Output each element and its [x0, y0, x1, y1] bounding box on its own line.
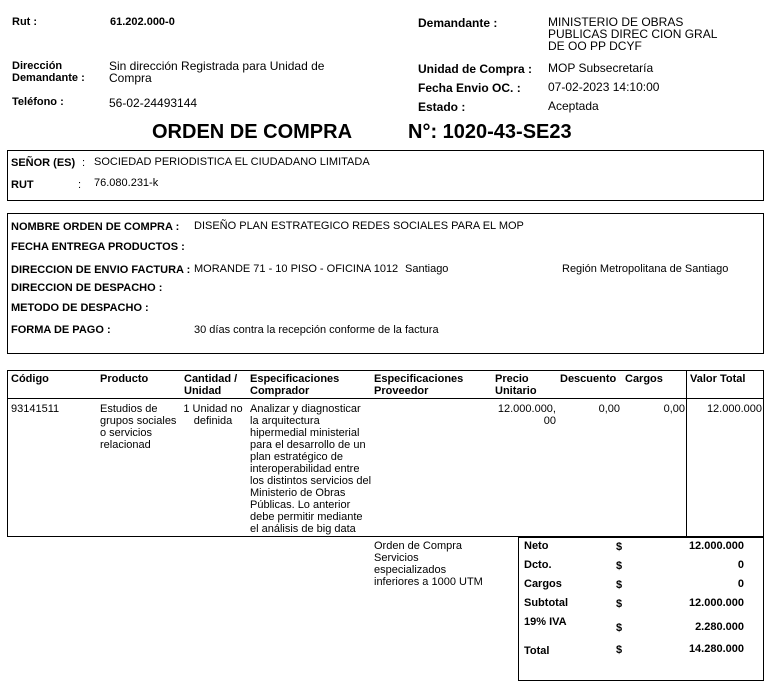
total-value: 12.000.000: [688, 540, 744, 552]
col-header-producto: Producto: [100, 373, 149, 385]
cell-line: el análisis de big data: [250, 523, 356, 535]
senor-rut-colon: :: [78, 179, 82, 191]
telefono-label: Teléfono :: [12, 96, 64, 108]
page-title: ORDEN DE COMPRA: [152, 121, 353, 143]
total-value: 12.000.000: [688, 597, 744, 609]
table-col-divider: [686, 370, 687, 537]
total-label: Subtotal: [524, 597, 568, 609]
rut-value: 61.202.000-0: [110, 16, 175, 28]
cell-line: 00: [543, 415, 556, 427]
total-label: Neto: [524, 540, 549, 552]
cell-line: Públicas. Lo anterior: [250, 499, 351, 511]
col-header-line: Unitario: [495, 385, 537, 397]
total-value: 14.280.000: [688, 643, 744, 655]
cell-codigo: 93141511: [11, 403, 60, 415]
demandante-value-line: DE OO PP DCYF: [548, 39, 642, 53]
senor-label: SEÑOR (ES): [11, 157, 76, 169]
dir-despacho-label: DIRECCION DE DESPACHO :: [11, 282, 163, 294]
note-line: especializados: [374, 564, 447, 576]
cell-precio: [490, 403, 556, 427]
direccion-label-line: Dirección: [12, 60, 63, 72]
senor-rut-value: 76.080.231-k: [94, 177, 159, 189]
demandante-label: Demandante :: [418, 16, 498, 30]
estado-value: Aceptada: [548, 99, 599, 113]
dir-envio-label: DIRECCION DE ENVIO FACTURA :: [11, 264, 191, 276]
cell-line: definida: [193, 415, 233, 427]
col-header-line: Precio: [495, 373, 529, 385]
cell-cargos: 0,00: [663, 403, 685, 415]
cell-line: grupos sociales: [100, 415, 177, 427]
senor-value: SOCIEDAD PERIODISTICA EL CIUDADANO LIMITADA: [94, 156, 370, 168]
fecha-entrega-label: FECHA ENTREGA PRODUCTOS :: [11, 241, 185, 253]
col-header-line: Especificaciones: [374, 373, 464, 385]
dir-envio-city: Santiago: [405, 263, 449, 275]
order-number: N°: 1020-43-SE23: [408, 121, 572, 143]
cell-line: debe permitir mediante: [250, 511, 363, 523]
total-label: Dcto.: [524, 559, 552, 571]
rut-label: Rut :: [12, 16, 38, 28]
note-line: Orden de Compra: [374, 540, 463, 552]
total-currency: $: [616, 579, 623, 591]
metodo-despacho-label: METODO DE DESPACHO :: [11, 302, 149, 314]
cell-line: Analizar y diagnosticar: [250, 403, 361, 415]
senor-rut-label: RUT: [11, 179, 34, 191]
col-header-cargos: Cargos: [625, 373, 663, 385]
nombre-oc-value: DISEÑO PLAN ESTRATEGICO REDES SOCIALES PARA EL MOP: [194, 220, 524, 232]
unidad-value: MOP Subsecretaría: [548, 61, 654, 75]
direccion-label: [12, 60, 85, 84]
demandante-value-line: MINISTERIO DE OBRAS: [548, 15, 684, 29]
table-header-divider: [7, 398, 764, 399]
col-header-descuento: Descuento: [560, 373, 617, 385]
col-header-codigo: Código: [11, 373, 49, 385]
cell-line: 12.000.000,: [497, 403, 556, 415]
col-header-line: Cantidad /: [184, 373, 238, 385]
cell-cantidad: [180, 403, 246, 427]
col-header-line: Proveedor: [374, 385, 429, 397]
direccion-value-line: Compra: [109, 71, 152, 85]
fecha-envio-value: 07-02-2023 14:10:00: [548, 80, 660, 94]
cell-line: la arquitectura: [250, 415, 320, 427]
fecha-envio-label: Fecha Envio OC. :: [418, 81, 521, 95]
total-value: 0: [737, 578, 744, 590]
col-header-line: Unidad: [184, 385, 222, 397]
oc-note: [374, 540, 514, 588]
cell-line: para el desarrollo de un: [250, 439, 366, 451]
col-header-cantidad: [184, 373, 237, 397]
cell-line: interoperabilidad entre: [250, 463, 360, 475]
cell-descuento: 0,00: [598, 403, 620, 415]
cell-line: o servicios: [100, 427, 152, 439]
total-currency: $: [616, 598, 623, 610]
total-currency: $: [616, 541, 623, 553]
col-header-esp-proveedor: [374, 373, 463, 397]
total-label: Total: [524, 645, 550, 657]
direccion-label-line: Demandante :: [12, 72, 85, 84]
col-header-esp-comprador: [250, 373, 339, 397]
cell-line: plan estratégico de: [250, 451, 343, 463]
total-label: 19% IVA: [524, 616, 567, 628]
cell-line: 1 Unidad no: [183, 403, 243, 415]
cell-especificaciones: [250, 403, 372, 535]
cell-line: los distintos servicios del: [250, 475, 372, 487]
cell-producto: [100, 403, 182, 451]
cell-line: Ministerio de Obras: [250, 487, 346, 499]
col-header-valor-total: Valor Total: [690, 373, 746, 385]
direccion-value: [109, 60, 324, 84]
total-currency: $: [616, 644, 623, 656]
senor-colon: :: [82, 157, 86, 169]
total-currency: $: [616, 560, 623, 572]
demandante-value-line: PUBLICAS DIREC CION GRAL: [548, 27, 718, 41]
total-label: Cargos: [524, 578, 562, 590]
dir-envio-value: MORANDE 71 - 10 PISO - OFICINA 1012: [194, 263, 399, 275]
cell-line: relacionad: [100, 439, 151, 451]
dir-envio-region: Región Metropolitana de Santiago: [562, 263, 729, 275]
note-line: Servicios: [374, 552, 419, 564]
note-line: inferiores a 1000 UTM: [374, 576, 483, 588]
col-header-precio: [495, 373, 537, 397]
direccion-value-line: Sin dirección Registrada para Unidad de: [109, 59, 325, 73]
forma-pago-label: FORMA DE PAGO :: [11, 324, 111, 336]
nombre-oc-label: NOMBRE ORDEN DE COMPRA :: [11, 221, 180, 233]
cell-line: hipermedial ministerial: [250, 427, 360, 439]
col-header-line: Comprador: [250, 385, 310, 397]
cell-valor-total: 12.000.000: [706, 403, 762, 415]
demandante-value: [548, 16, 717, 52]
estado-label: Estado :: [418, 100, 466, 114]
total-value: 0: [737, 559, 744, 571]
unidad-label: Unidad de Compra :: [418, 62, 533, 76]
forma-pago-value: 30 días contra la recepción conforme de la factura: [194, 324, 439, 336]
telefono-value: 56-02-24493144: [109, 96, 198, 110]
col-header-line: Especificaciones: [250, 373, 340, 385]
total-value: 2.280.000: [695, 621, 744, 633]
cell-line: Estudios de: [100, 403, 158, 415]
total-currency: $: [616, 622, 623, 634]
